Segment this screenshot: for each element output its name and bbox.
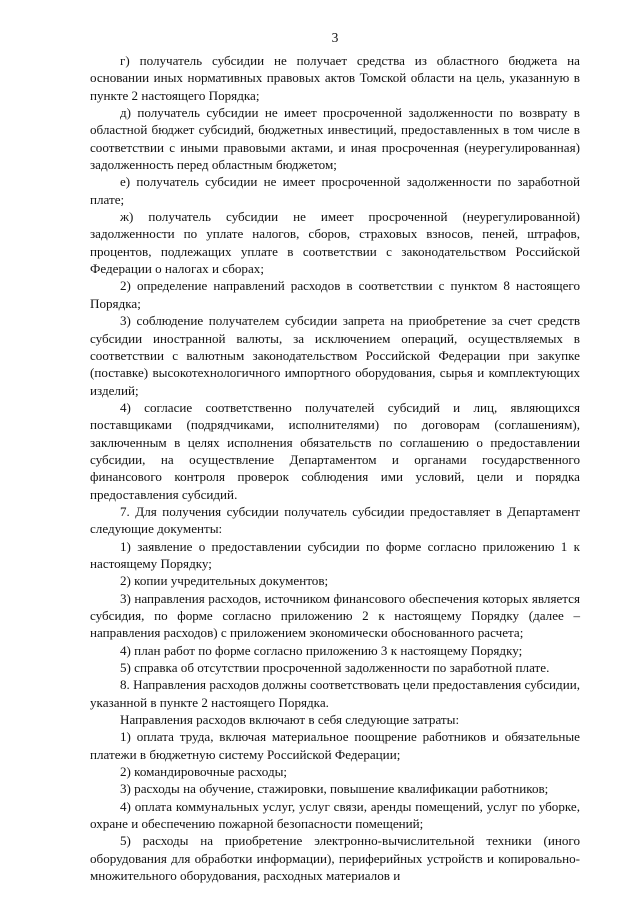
paragraph-expense-5: 5) расходы на приобретение электронно-вычислительной техники (иного оборудования для обработки информации), периферийных устройств и копировально-множительного оборудования, расходных материалов и (90, 833, 580, 884)
paragraph-expense-4: 4) оплата коммунальных услуг, услуг связи, аренды помещений, услуг по уборке, охране и обеспечению пожарной безопасности помещений; (90, 798, 580, 832)
paragraph-1-e: е) получатель субсидии не имеет просроченной задолженности по заработной плате; (90, 174, 580, 207)
paragraph-doc-5: 5) справка об отсутствии просроченной задолженности по заработной плате. (120, 660, 550, 676)
paragraph-1-d: д) получатель субсидии не имеет просроченной задолженности по возврату в областной бюджет субсидий, бюджетных инвестиций, предоставленных в том числе в соответствии с иными правовыми актами, и иная просроченная (неурегулированная) задолженность перед областным бюджетом; (90, 105, 580, 173)
paragraph-doc-1: 1) заявление о предоставлении субсидии по форме согласно приложению 1 к настоящему Порядку; (90, 538, 580, 571)
paragraph-expenses-intro: Направления расходов включают в себя следующие затраты: (120, 712, 460, 728)
paragraph-doc-2: 2) копии учредительных документов; (120, 573, 329, 589)
paragraph-section-7: 7. Для получения субсидии получатель субсидии предоставляет в Департамент следующие документы: (90, 503, 580, 537)
paragraph-doc-3: 3) направления расходов, источником финансового обеспечения которых является субсидия, по форме согласно приложению 2 к настоящему Порядку (далее – направления расходов) с приложением экономически обоснованного расчета; (90, 590, 580, 641)
paragraph-condition-4: 4) согласие соответственно получателей субсидий и лиц, являющихся поставщиками (подрядчиками, исполнителями) по договорам (соглашениям), заключенным в целях исполнения обязательств по соглашению о предоставлении субсидии, на осуществление Департаментом и органами государственного финансового контроля проверок соблюдения ими условий, цели и порядка предоставления субсидий. (90, 399, 580, 502)
paragraph-condition-2: 2) определение направлений расходов в соответствии с пунктом 8 настоящего Порядка; (90, 278, 580, 311)
paragraph-expense-2: 2) командировочные расходы; (120, 764, 288, 780)
paragraph-1-g: г) получатель субсидии не получает средства из областного бюджета на основании иных нормативных правовых актов Томской области на цель, указанную в пункте 2 настоящего Порядка; (90, 53, 580, 103)
paragraph-condition-3: 3) соблюдение получателем субсидии запрета на приобретение за счет средств субсидии иностранной валюты, за исключением операций, осуществляемых в соответствии с валютным законодательством Российской Федерации при закупке (поставке) высокотехнологичного импортного оборудования, сырья и комплектующих изделий; (90, 313, 580, 398)
paragraph-expense-1: 1) оплата труда, включая материальное поощрение работников и обязательные платежи в бюджетную систему Российской Федерации; (90, 729, 580, 762)
paragraph-expense-3: 3) расходы на обучение, стажировки, повышение квалификации работников; (120, 781, 549, 797)
paragraph-doc-4: 4) план работ по форме согласно приложению 3 к настоящему Порядку; (120, 642, 523, 658)
paragraph-1-zh: ж) получатель субсидии не имеет просроченной (неурегулированной) задолженности по уплате налогов, сборов, страховых взносов, пеней, штрафов, процентов, подлежащих уплате в соответствии с законодательством Российской Федерации о налогах и сборах; (90, 209, 580, 277)
page-number: 3 (331, 30, 339, 45)
paragraph-section-8: 8. Направления расходов должны соответствовать цели предоставления субсидии, указанной в пункте 2 настоящего Порядка. (90, 677, 580, 710)
